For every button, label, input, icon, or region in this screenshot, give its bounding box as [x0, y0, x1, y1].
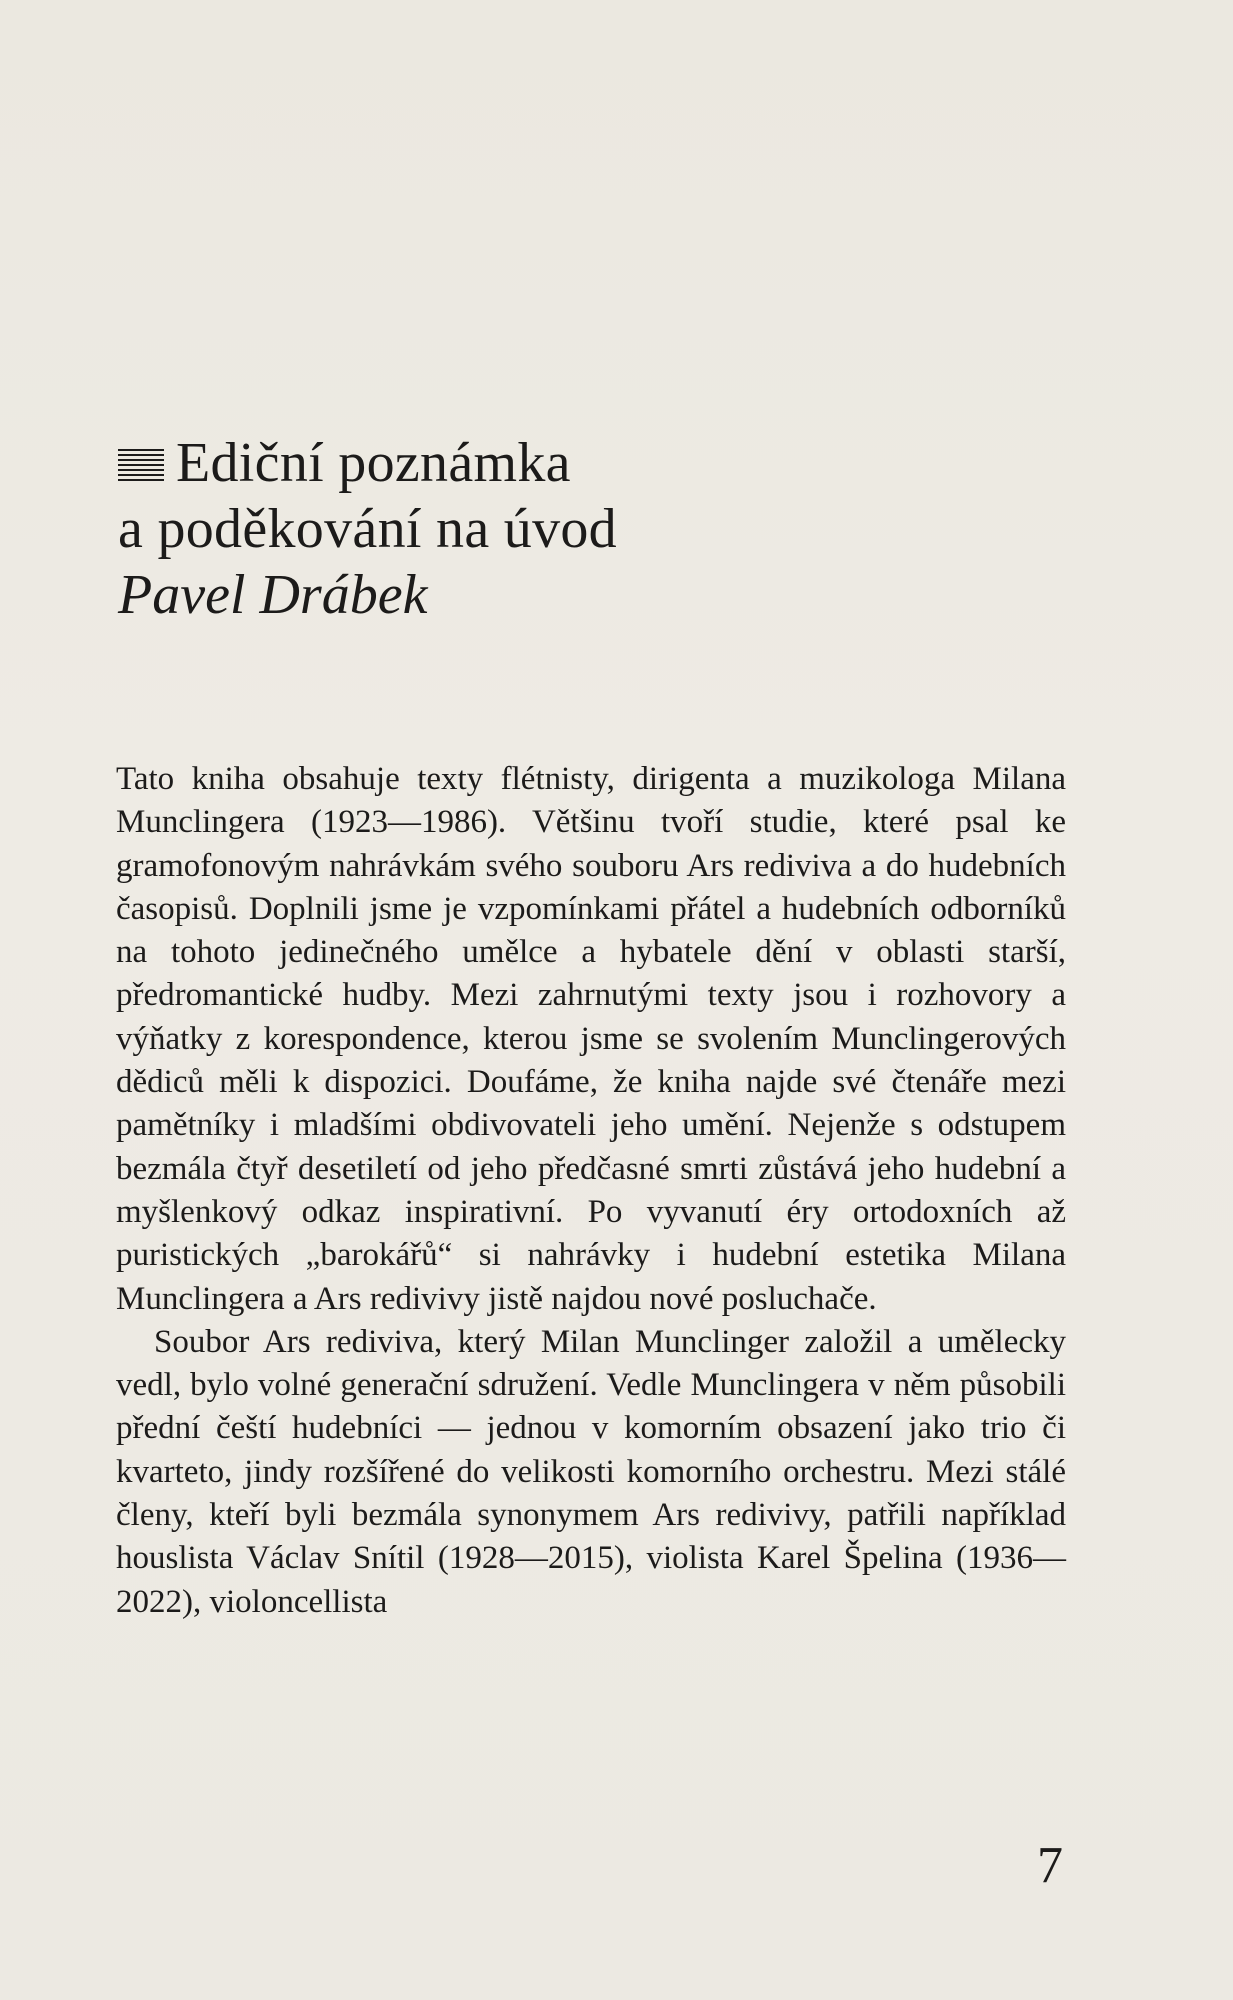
paragraph: Tato kniha obsahuje texty flétnisty, dirigenta a muzikologa Milana Munclingera (1923—1986). Většinu tvoří studie, které psal ke gramofonovým nahrávkám svého souboru Ars rediviva a do hudebních časopisů. Doplnili jsme je vzpomínkami přátel a hudebních odborníků na tohoto jedinečného umělce a hybatele dění v oblasti starší, předromantické hudby. Mezi zahrnutými texty jsou i rozhovory a výňatky z korespondence, kterou jsme se svolením Munclingerových dědiců měli k dispozici. Doufáme, že kniha najde své čtenáře mezi pamětníky i mladšími obdivovateli jeho umění. Nejenže s odstupem bezmála čtyř desetiletí od jeho předčasné smrti zůstává jeho hudební a myšlenkový odkaz inspirativní. Po vyvanutí éry ortodoxních až puristických „barokářů“ si nahrávky i hudební estetika Milana Munclingera a Ars redivivy jistě najdou nové posluchače. [116, 761, 1066, 1317]
author-name: Pavel Drábek [118, 564, 428, 626]
paragraph: Soubor Ars rediviva, který Milan Munclinger založil a umělecky vedl, bylo volné generační sdružení. Vedle Munclingera v něm působili přední čeští hudebníci — jednou v komorním obsazení jako trio či kvarteto, jindy rozšířené do velikosti komorního orchestru. Mezi stálé členy, kteří byli bezmála synonymem Ars redivivy, patřili například houslista Václav Snítil (1928—2015), violista Karel Špelina (1936—2022), violoncellista [116, 1323, 1066, 1620]
body-text [116, 758, 1066, 1624]
lines-icon [118, 449, 164, 483]
heading-title-part-1: Ediční poznámka [176, 432, 571, 494]
page-number: 7 [1037, 1837, 1063, 1894]
heading-line-1 [118, 430, 918, 496]
heading-title-part-2: a poděkování na úvod [118, 498, 617, 560]
chapter-heading [118, 430, 918, 628]
